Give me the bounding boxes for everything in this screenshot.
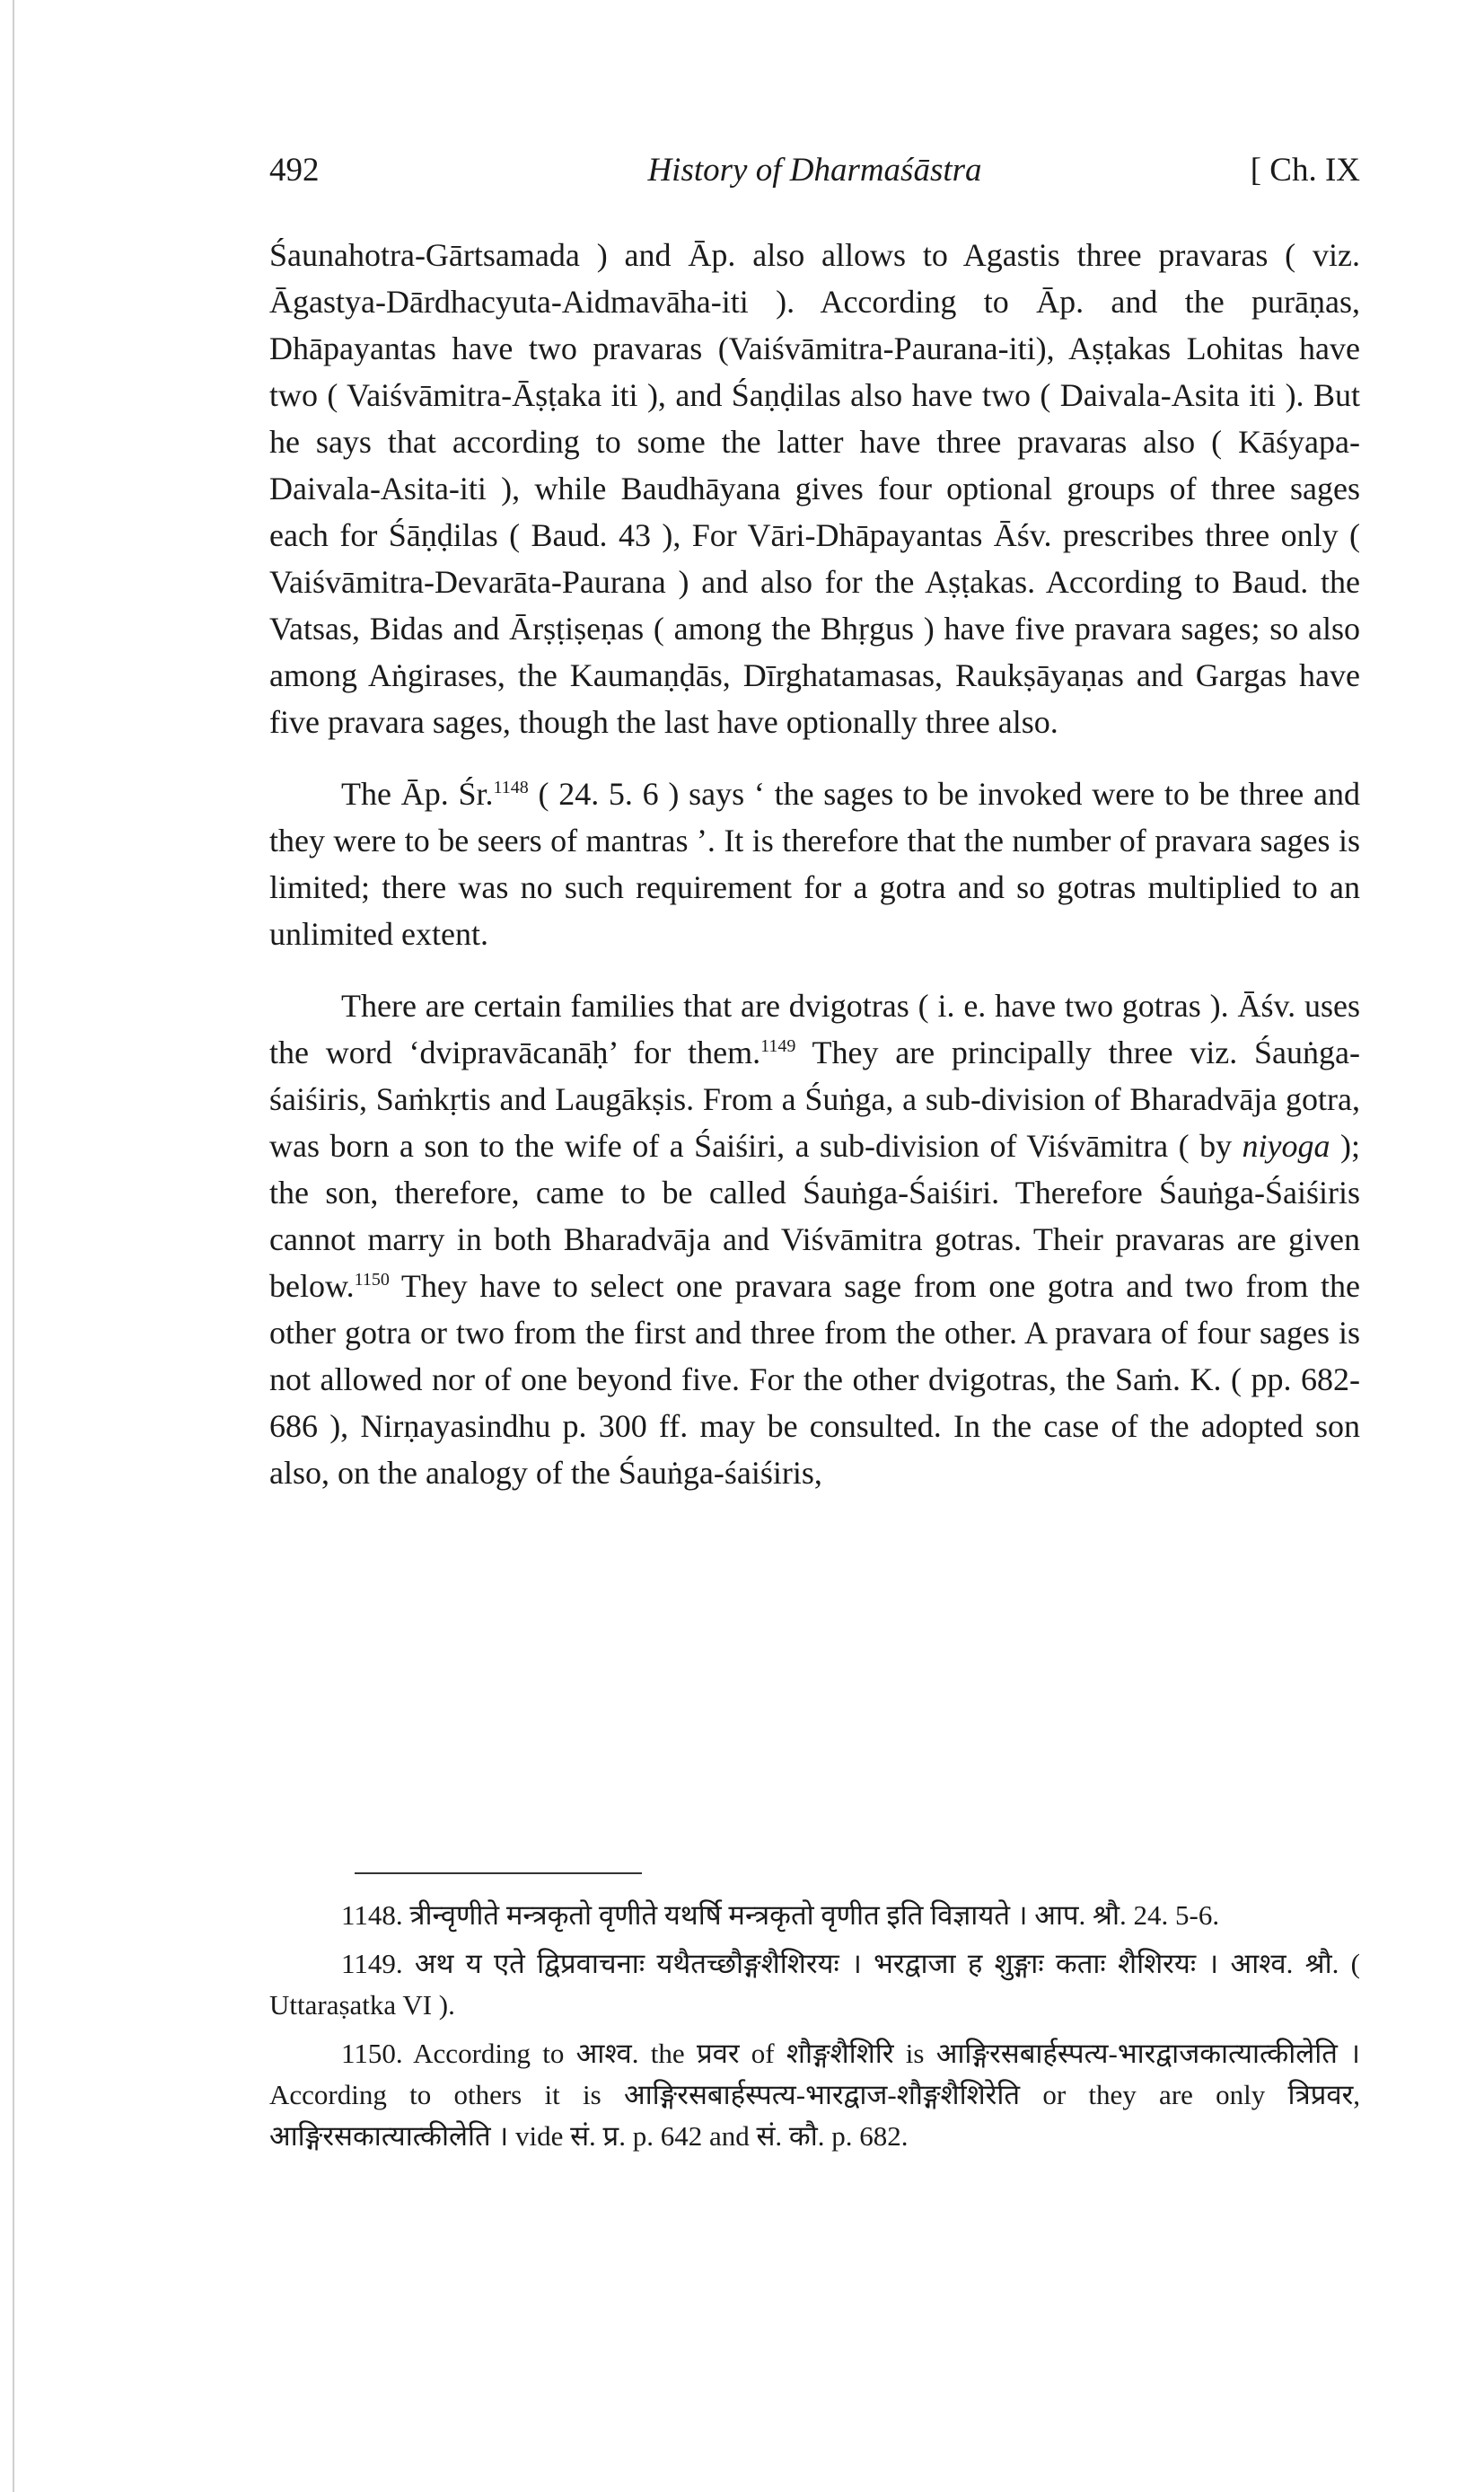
running-title: History of Dharmaśāstra <box>647 152 982 189</box>
paragraph-3-text-b: They are principally three viz. Śauṅga-śaiśiris, Saṁkṛtis and Laugākṣis. From a Śuṅga, a sub-division of Bharadvāja gotra, was born a son to the wife of a Śaiśiri, a sub-division of Viśvāmitra ( by <box>269 1035 1360 1164</box>
paragraph-2-text-b: ( 24. 5. 6 ) says ‘ the sages to be invoked were to be three and they were to be seers of mantras ’. It is therefore that the number of pravara sages is limited; there was no such requirement for a gotra and so gotras multiplied to an unlimited extent. <box>269 776 1360 952</box>
paragraph-2 <box>269 770 1360 957</box>
footnotes <box>269 1895 1360 2164</box>
paragraph-3-text-a: There are certain families that are dvigotras ( i. e. have two gotras ). Āśv. uses the word ‘dvipravācanāḥ’ for them. <box>269 988 1360 1070</box>
running-header <box>269 151 1360 196</box>
footnote-ref-1150[interactable]: 1150 <box>354 1270 390 1290</box>
main-text <box>269 232 1360 1521</box>
paragraph-1: Śaunahotra-Gārtsamada ) and Āp. also allows to Agastis three pravaras ( viz. Āgastya-Dārdhacyuta-Aidmavāha-iti ). According to Āp. and the purāṇas, Dhāpayantas have two pravaras (Vaiśvāmitra-Paurana-iti), Aṣṭakas Lohitas have two ( Vaiśvāmitra-Āṣṭaka iti ), and Śaṇḍilas also have two ( Daivala-Asita iti ). But he says that according to some the latter have three pravaras also ( Kāśyapa-Daivala-Asita-iti ), while Baudhāyana gives four optional groups of three sages each for Śāṇḍilas ( Baud. 43 ), For Vāri-Dhāpayantas Āśv. prescribes three only ( Vaiśvāmitra-Devarāta-Paurana ) and also for the Aṣṭakas. According to Baud. the Vatsas, Bidas and Ārṣṭiṣeṇas ( among the Bhṛgus ) have five pravara sages; so also among Aṅgirases, the Kaumaṇḍās, Dīrghatamasas, Raukṣāyaṇas and Gargas have five pravara sages, though the last have optionally three also. <box>269 237 1360 740</box>
paragraph-2-text-a: The Āp. Śr. <box>341 776 494 812</box>
footnote-ref-1149[interactable]: 1149 <box>760 1036 796 1056</box>
footnote-1150: 1150. According to आश्व. the प्रवर of शौङ्गशैशिरि is आङ्गिरसबार्हस्पत्य-भारद्वाजकात्यात्कीलेति । According to others it is आङ्गिरसबार्हस्पत्य-भारद्वाज-शौङ्गशैशिरेति or they are only त्रिप्रवर, आङ्गिरसकात्यात्कीलेति । vide सं. प्र. p. 642 and सं. कौ. p. 682. <box>269 2038 1360 2152</box>
page-number: 492 <box>269 152 320 189</box>
paragraph-3-text-d: They have to select one pravara sage from one gotra and two from the other gotra or two from the first and three from the other. A pravara of four sages is not allowed nor of one beyond five. For the other dvigotras, the Saṁ. K. ( pp. 682-686 ), Nirṇayasindhu p. 300 ff. may be consulted. In the case of the adopted son also, on the analogy of the Śauṅga-śaiśiris, <box>269 1268 1360 1491</box>
footnote-ref-1148[interactable]: 1148 <box>493 778 529 797</box>
paragraph-3-text-c: ); the son, therefore, came to be called Śauṅga-Śaiśiri. Therefore Śauṅga-Śaiśiris cannot marry in both Bharadvāja and Viśvāmitra gotras. Their pravaras are given below. <box>269 1128 1360 1304</box>
chapter-label: [ Ch. IX <box>1250 152 1360 189</box>
term-niyoga: niyoga <box>1242 1128 1330 1164</box>
paragraph-3 <box>269 982 1360 1496</box>
footnote-1148: 1148. त्रीन्वृणीते मन्त्रकृतो वृणीते यथर्षि मन्त्रकृतो वृणीत इति विज्ञायते । आप. श्रौ. 24. 5-6. <box>341 1899 1220 1931</box>
footnote-divider <box>355 1872 642 1874</box>
scan-margin-line <box>13 0 14 2492</box>
footnote-1149: 1149. अथ य एते द्विप्रवाचनाः यथैतच्छौङ्गशैशिरयः । भरद्वाजा ह शुङ्गाः कताः शैशिरयः । आश्व. श्रौ. ( Uttaraṣatka VI ). <box>269 1948 1360 2021</box>
